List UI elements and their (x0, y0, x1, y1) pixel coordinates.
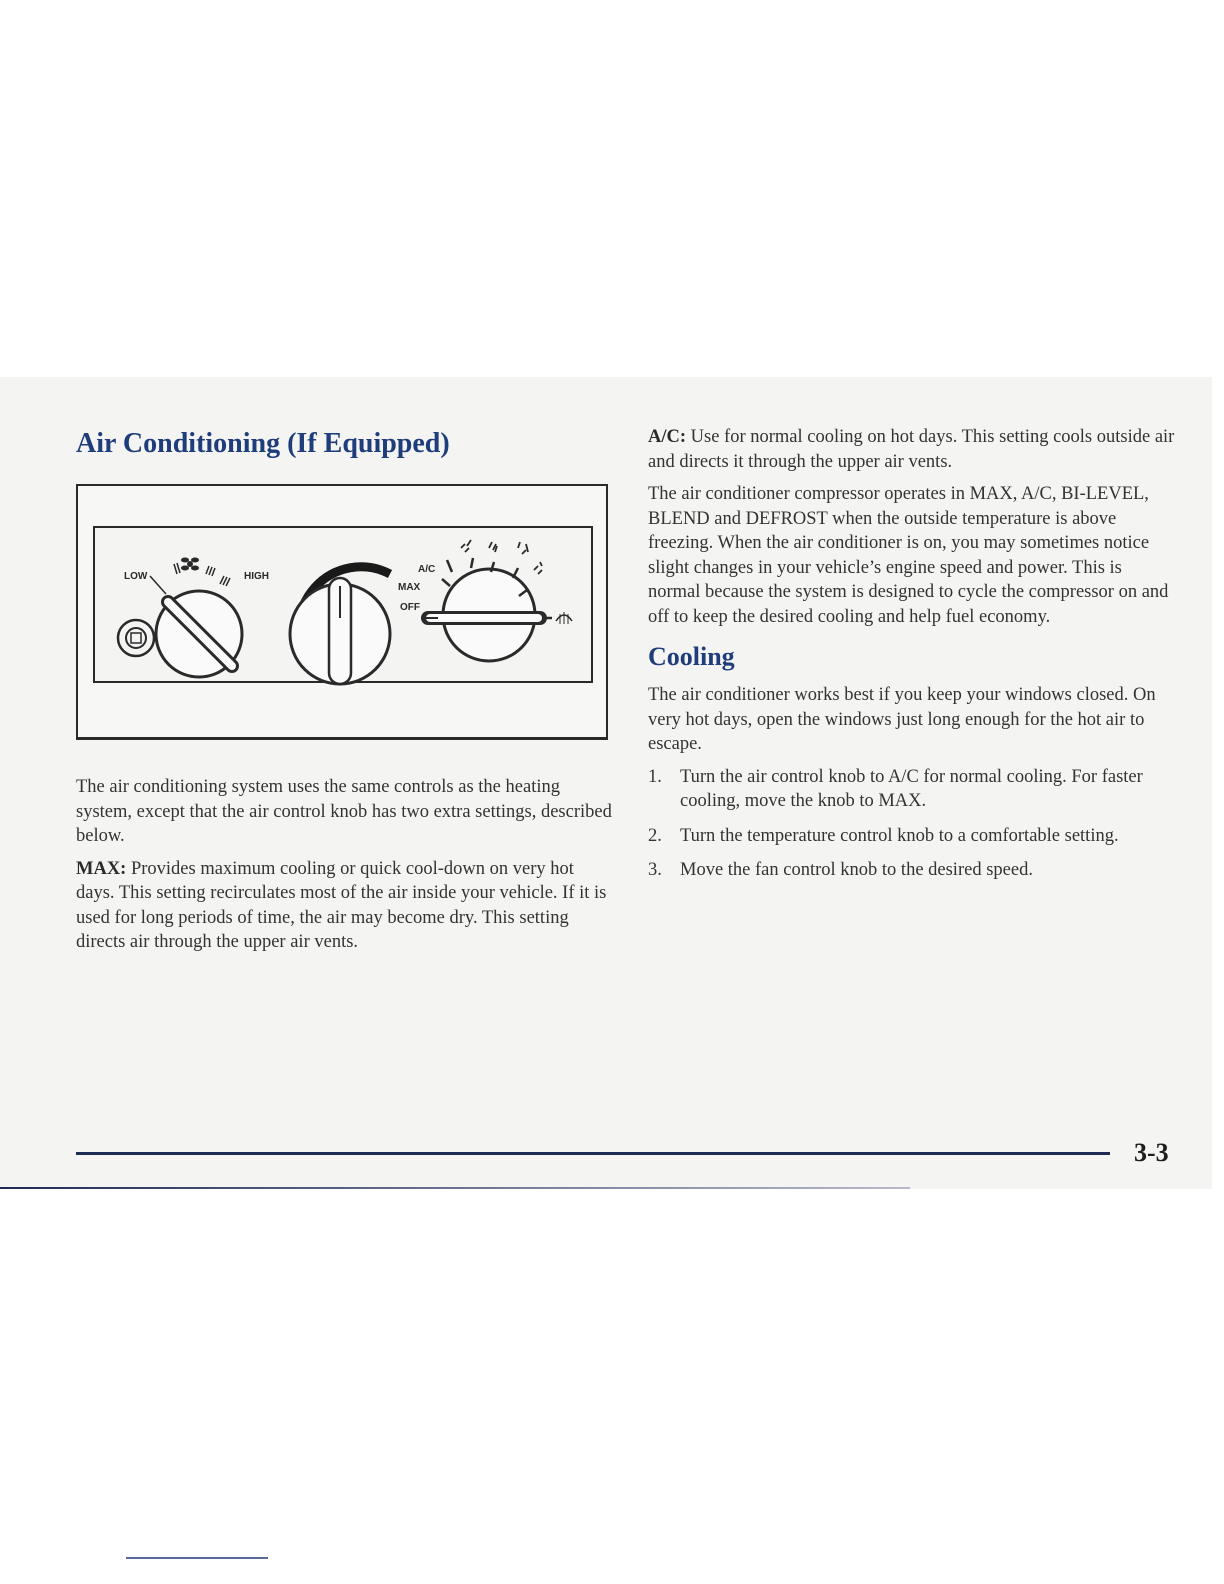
climate-panel-illustration (78, 486, 606, 735)
ac-term: A/C: (648, 427, 687, 447)
air-ac-label: A/C (418, 564, 436, 575)
band-bottom-line (0, 1187, 910, 1189)
list-item (648, 858, 1178, 883)
climate-control-figure (76, 484, 608, 740)
step-number: 3. (648, 860, 662, 880)
fan-knob (156, 591, 242, 677)
ac-intro-paragraph: The air conditioning system uses the same controls as the heating system, except that the air control knob has two extra settings, described below. (76, 777, 612, 846)
step-number: 2. (648, 825, 662, 846)
bottom-stub-line (126, 1557, 268, 1559)
step-number: 1. (648, 766, 662, 787)
air-max-label: MAX (398, 582, 421, 593)
fan-high-label: HIGH (244, 571, 269, 582)
left-column-body (76, 775, 612, 963)
footer-rule (76, 1152, 1110, 1155)
step-text: Turn the temperature control knob to a comfortable setting. (680, 825, 1119, 846)
cooling-paragraph: The air conditioner works best if you keep your windows closed. On very hot days, open the windows just long enough for the hot air to escape. (648, 685, 1156, 754)
ac-description: Use for normal cooling on hot days. This setting cools outside air and directs it through the upper air vents. (648, 427, 1175, 472)
fan-low-label: LOW (124, 571, 148, 582)
air-off-label: OFF (400, 602, 420, 613)
compressor-paragraph: The air conditioner compressor operates in MAX, A/C, BI-LEVEL, BLEND and DEFROST when the outside temperature is above freezing. When the air conditioner is on, you may sometimes notice slight changes in your vehicle’s engine speed and power. This is normal because the system is designed to cycle the compressor on and off to keep the desired cooling and help fuel economy. (648, 484, 1169, 627)
cooling-steps-list (648, 765, 1178, 883)
step-text: Move the fan control knob to the desired speed. (680, 860, 1033, 880)
step-text: Turn the air control knob to A/C for normal cooling. For faster cooling, move the knob to MAX. (680, 766, 1143, 811)
section-title: Air Conditioning (If Equipped) (76, 428, 450, 459)
left-column (76, 427, 612, 461)
list-item (648, 765, 1178, 814)
max-description: Provides maximum cooling or quick cool-down on very hot days. This setting recirculates most of the air inside your vehicle. If it is used for long periods of time, the air may become dry. This setting directs air through the upper air vents. (76, 858, 607, 952)
cooling-heading: Cooling (648, 642, 735, 671)
ac-paragraph (648, 425, 1178, 474)
page-number: 3-3 (1134, 1138, 1169, 1167)
list-item (648, 824, 1178, 849)
max-paragraph (76, 857, 612, 955)
max-term: MAX: (76, 858, 127, 879)
right-column (648, 425, 1178, 893)
